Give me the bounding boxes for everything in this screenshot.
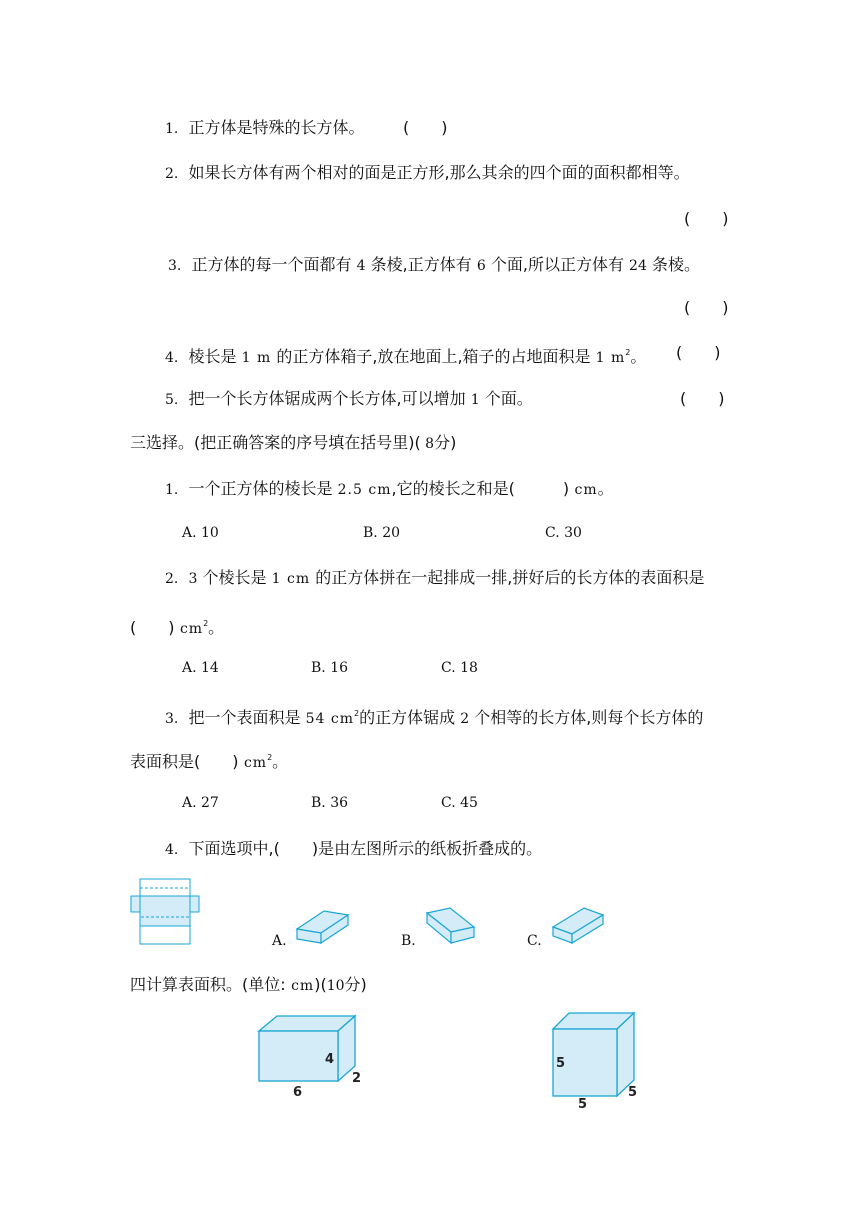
choice-q2-option-c[interactable]: C. 18 bbox=[441, 660, 478, 676]
cube-2-height-label: 5 bbox=[556, 1056, 566, 1071]
judge-q2: 2. 如果长方体有两个相对的面是正方形,那么其余的四个面的面积都相等。 bbox=[165, 163, 690, 182]
choice-q2: 2. 3 个棱长是 1 cm 的正方体拼在一起排成一排,拼好后的长方体的表面积是 bbox=[165, 568, 705, 587]
choice-q2-option-b[interactable]: B. 16 bbox=[311, 660, 349, 676]
box-option-a-figure[interactable] bbox=[294, 905, 352, 947]
choice-q2-option-a[interactable]: A. 14 bbox=[182, 660, 219, 676]
box-net-figure bbox=[128, 876, 208, 948]
choice-q4-option-b[interactable]: B. bbox=[401, 933, 416, 949]
section-4-heading: 四计算表面积。(单位: cm)(10分) bbox=[130, 975, 367, 994]
choice-q4-option-a[interactable]: A. bbox=[272, 933, 287, 949]
choice-q3-option-c[interactable]: C. 45 bbox=[441, 795, 478, 811]
choice-q4-option-c[interactable]: C. bbox=[527, 933, 542, 949]
choice-q4: 4. 下面选项中,( )是由左图所示的纸板折叠成的。 bbox=[165, 839, 543, 858]
judge-q2-answer[interactable]: ( ) bbox=[684, 209, 729, 228]
judge-q3-answer[interactable]: ( ) bbox=[684, 298, 729, 317]
cuboid-1-width-label: 2 bbox=[352, 1071, 362, 1086]
choice-q1-option-b[interactable]: B. 20 bbox=[363, 525, 401, 541]
choice-q1: 1. 一个正方体的棱长是 2.5 cm,它的棱长之和是( ) cm。 bbox=[165, 479, 614, 498]
cube-2-length-label: 5 bbox=[578, 1097, 588, 1112]
judge-q3: 3. 正方体的每一个面都有 4 条棱,正方体有 6 个面,所以正方体有 24 条棱。 bbox=[168, 255, 700, 274]
choice-q2-cont: ( ) $cm^2$。 bbox=[130, 618, 225, 637]
cube-figure-2 bbox=[548, 1008, 648, 1112]
cuboid-figure-1 bbox=[250, 1012, 370, 1102]
judge-q5: 5. 把一个长方体锯成两个长方体,可以增加 1 个面。 bbox=[165, 389, 533, 408]
judge-q1: 1. 正方体是特殊的长方体。 bbox=[165, 118, 365, 137]
choice-q1-option-a[interactable]: A. 10 bbox=[182, 525, 219, 541]
choice-q3: 3. 把一个表面积是 54 $cm^2$的正方体锯成 2 个相等的长方体,则每个长方体的 bbox=[165, 708, 704, 727]
box-option-c-figure[interactable] bbox=[550, 905, 608, 947]
judge-q4-answer[interactable]: ( ) bbox=[676, 343, 721, 362]
choice-q1-option-c[interactable]: C. 30 bbox=[545, 525, 582, 541]
cuboid-1-length-label: 6 bbox=[293, 1085, 303, 1100]
judge-q4: 4. 棱长是 1 m 的正方体箱子,放在地面上,箱子的占地面积是 1 $m^2$。 bbox=[165, 347, 647, 366]
choice-q3-option-a[interactable]: A. 27 bbox=[182, 795, 219, 811]
judge-q1-answer[interactable]: ( ) bbox=[403, 118, 448, 137]
cube-2-width-label: 5 bbox=[628, 1085, 638, 1100]
box-option-b-figure[interactable] bbox=[424, 905, 478, 947]
judge-q5-answer[interactable]: ( ) bbox=[680, 389, 725, 408]
section-3-heading: 三选择。(把正确答案的序号填在括号里)( 8分) bbox=[130, 433, 457, 452]
choice-q3-cont: 表面积是( ) $cm^2$。 bbox=[130, 752, 289, 771]
choice-q3-option-b[interactable]: B. 36 bbox=[311, 795, 349, 811]
cuboid-1-height-label: 4 bbox=[325, 1052, 335, 1067]
